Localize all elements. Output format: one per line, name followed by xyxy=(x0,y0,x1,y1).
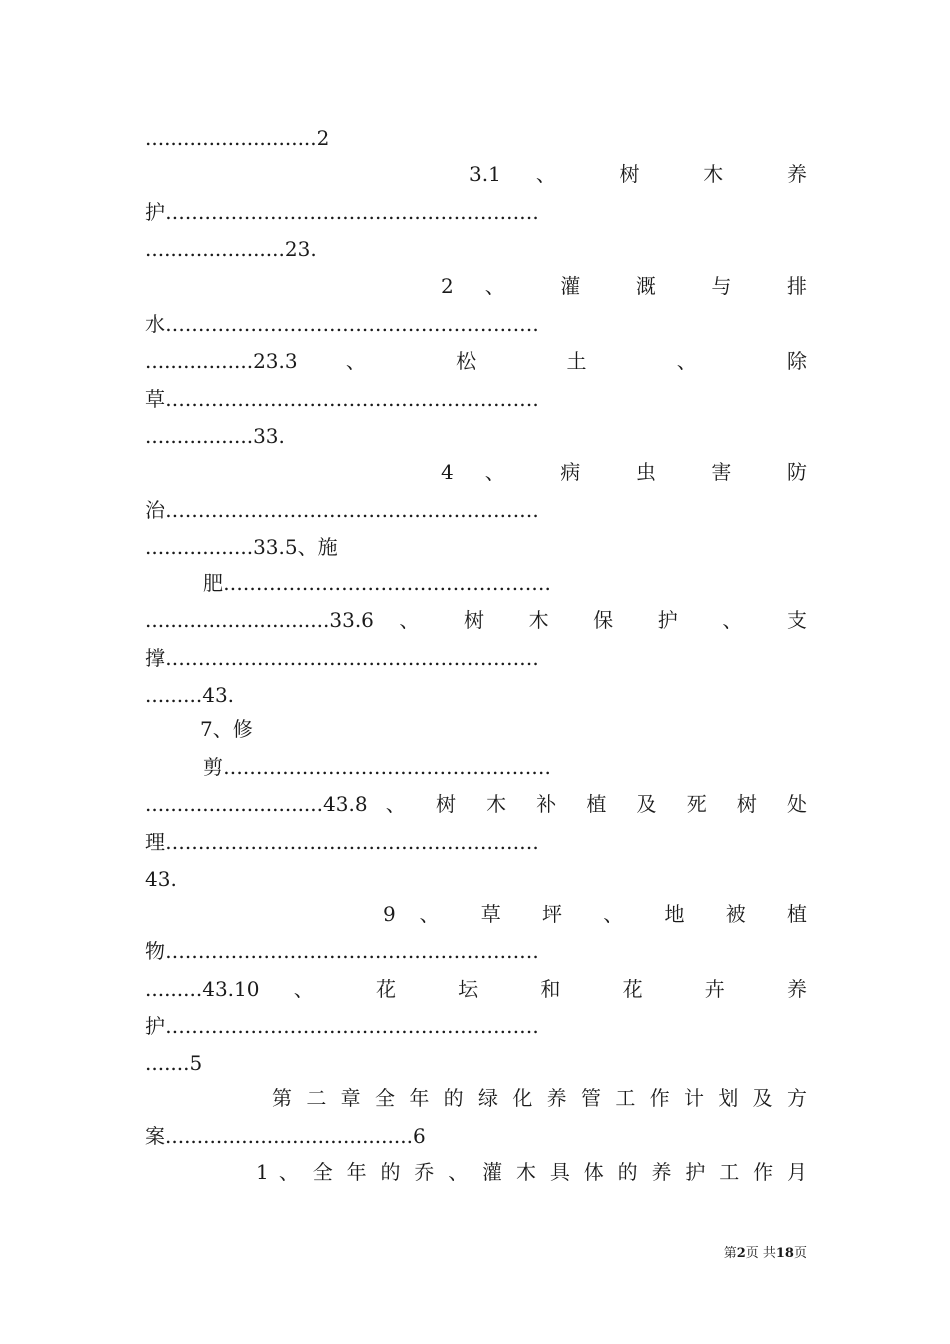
toc-line: 9 、 草 坪 、 地 被 植 xyxy=(383,902,807,926)
toc-line: ............................43.8 、 树 木 补 植 及 死 树 处 xyxy=(145,792,807,816)
toc-line: 水......................................................... xyxy=(145,312,539,336)
footer-middle: 页 共 xyxy=(745,1246,776,1261)
toc-line: 肥.................................................. xyxy=(203,571,552,595)
toc-line: .......5 xyxy=(145,1051,203,1075)
toc-line: 剪.................................................. xyxy=(203,755,552,779)
toc-line: 护......................................................... xyxy=(145,1014,539,1038)
toc-line: 治......................................................... xyxy=(145,498,539,522)
footer-prefix: 第 xyxy=(723,1246,737,1261)
toc-line: .................33. xyxy=(145,424,285,448)
toc-line: .........43.10 、 花 坛 和 花 卉 养 xyxy=(145,977,807,1001)
toc-line: 2 、 灌 溉 与 排 xyxy=(441,274,807,298)
toc-line: 43. xyxy=(145,867,177,891)
toc-line: 7、修 xyxy=(200,717,253,741)
toc-line: ...........................2 xyxy=(145,126,330,150)
page-footer xyxy=(724,1245,807,1263)
toc-line: ......................23. xyxy=(145,237,317,261)
toc-line: 案.......................................6 xyxy=(145,1124,426,1148)
toc-line: 4 、 病 虫 害 防 xyxy=(441,460,807,484)
toc-line: .........43. xyxy=(145,683,235,707)
toc-line: .............................33.6 、 树 木 保 护 、 支 xyxy=(145,608,807,632)
toc-line: 第 二 章 全 年 的 绿 化 养 管 工 作 计 划 及 方 xyxy=(272,1086,807,1110)
toc-line: 3.1 、 树 木 养 xyxy=(469,162,807,186)
toc-line: 理......................................................... xyxy=(145,830,539,854)
toc-line: 1 、 全 年 的 乔 、 灌 木 具 体 的 养 护 工 作 月 xyxy=(256,1160,807,1184)
toc-line: 护......................................................... xyxy=(145,200,539,224)
toc-line: .................33.5、施 xyxy=(145,535,338,559)
toc-line: .................23.3 、 松 土 、 除 xyxy=(145,349,807,373)
toc-line: 物......................................................... xyxy=(145,939,539,963)
toc-line: 草......................................................... xyxy=(145,387,539,411)
footer-suffix: 页 xyxy=(793,1246,807,1261)
footer-page-number: 2 xyxy=(736,1246,746,1261)
toc-line: 撑......................................................... xyxy=(145,646,539,670)
footer-total-pages: 18 xyxy=(775,1246,794,1261)
